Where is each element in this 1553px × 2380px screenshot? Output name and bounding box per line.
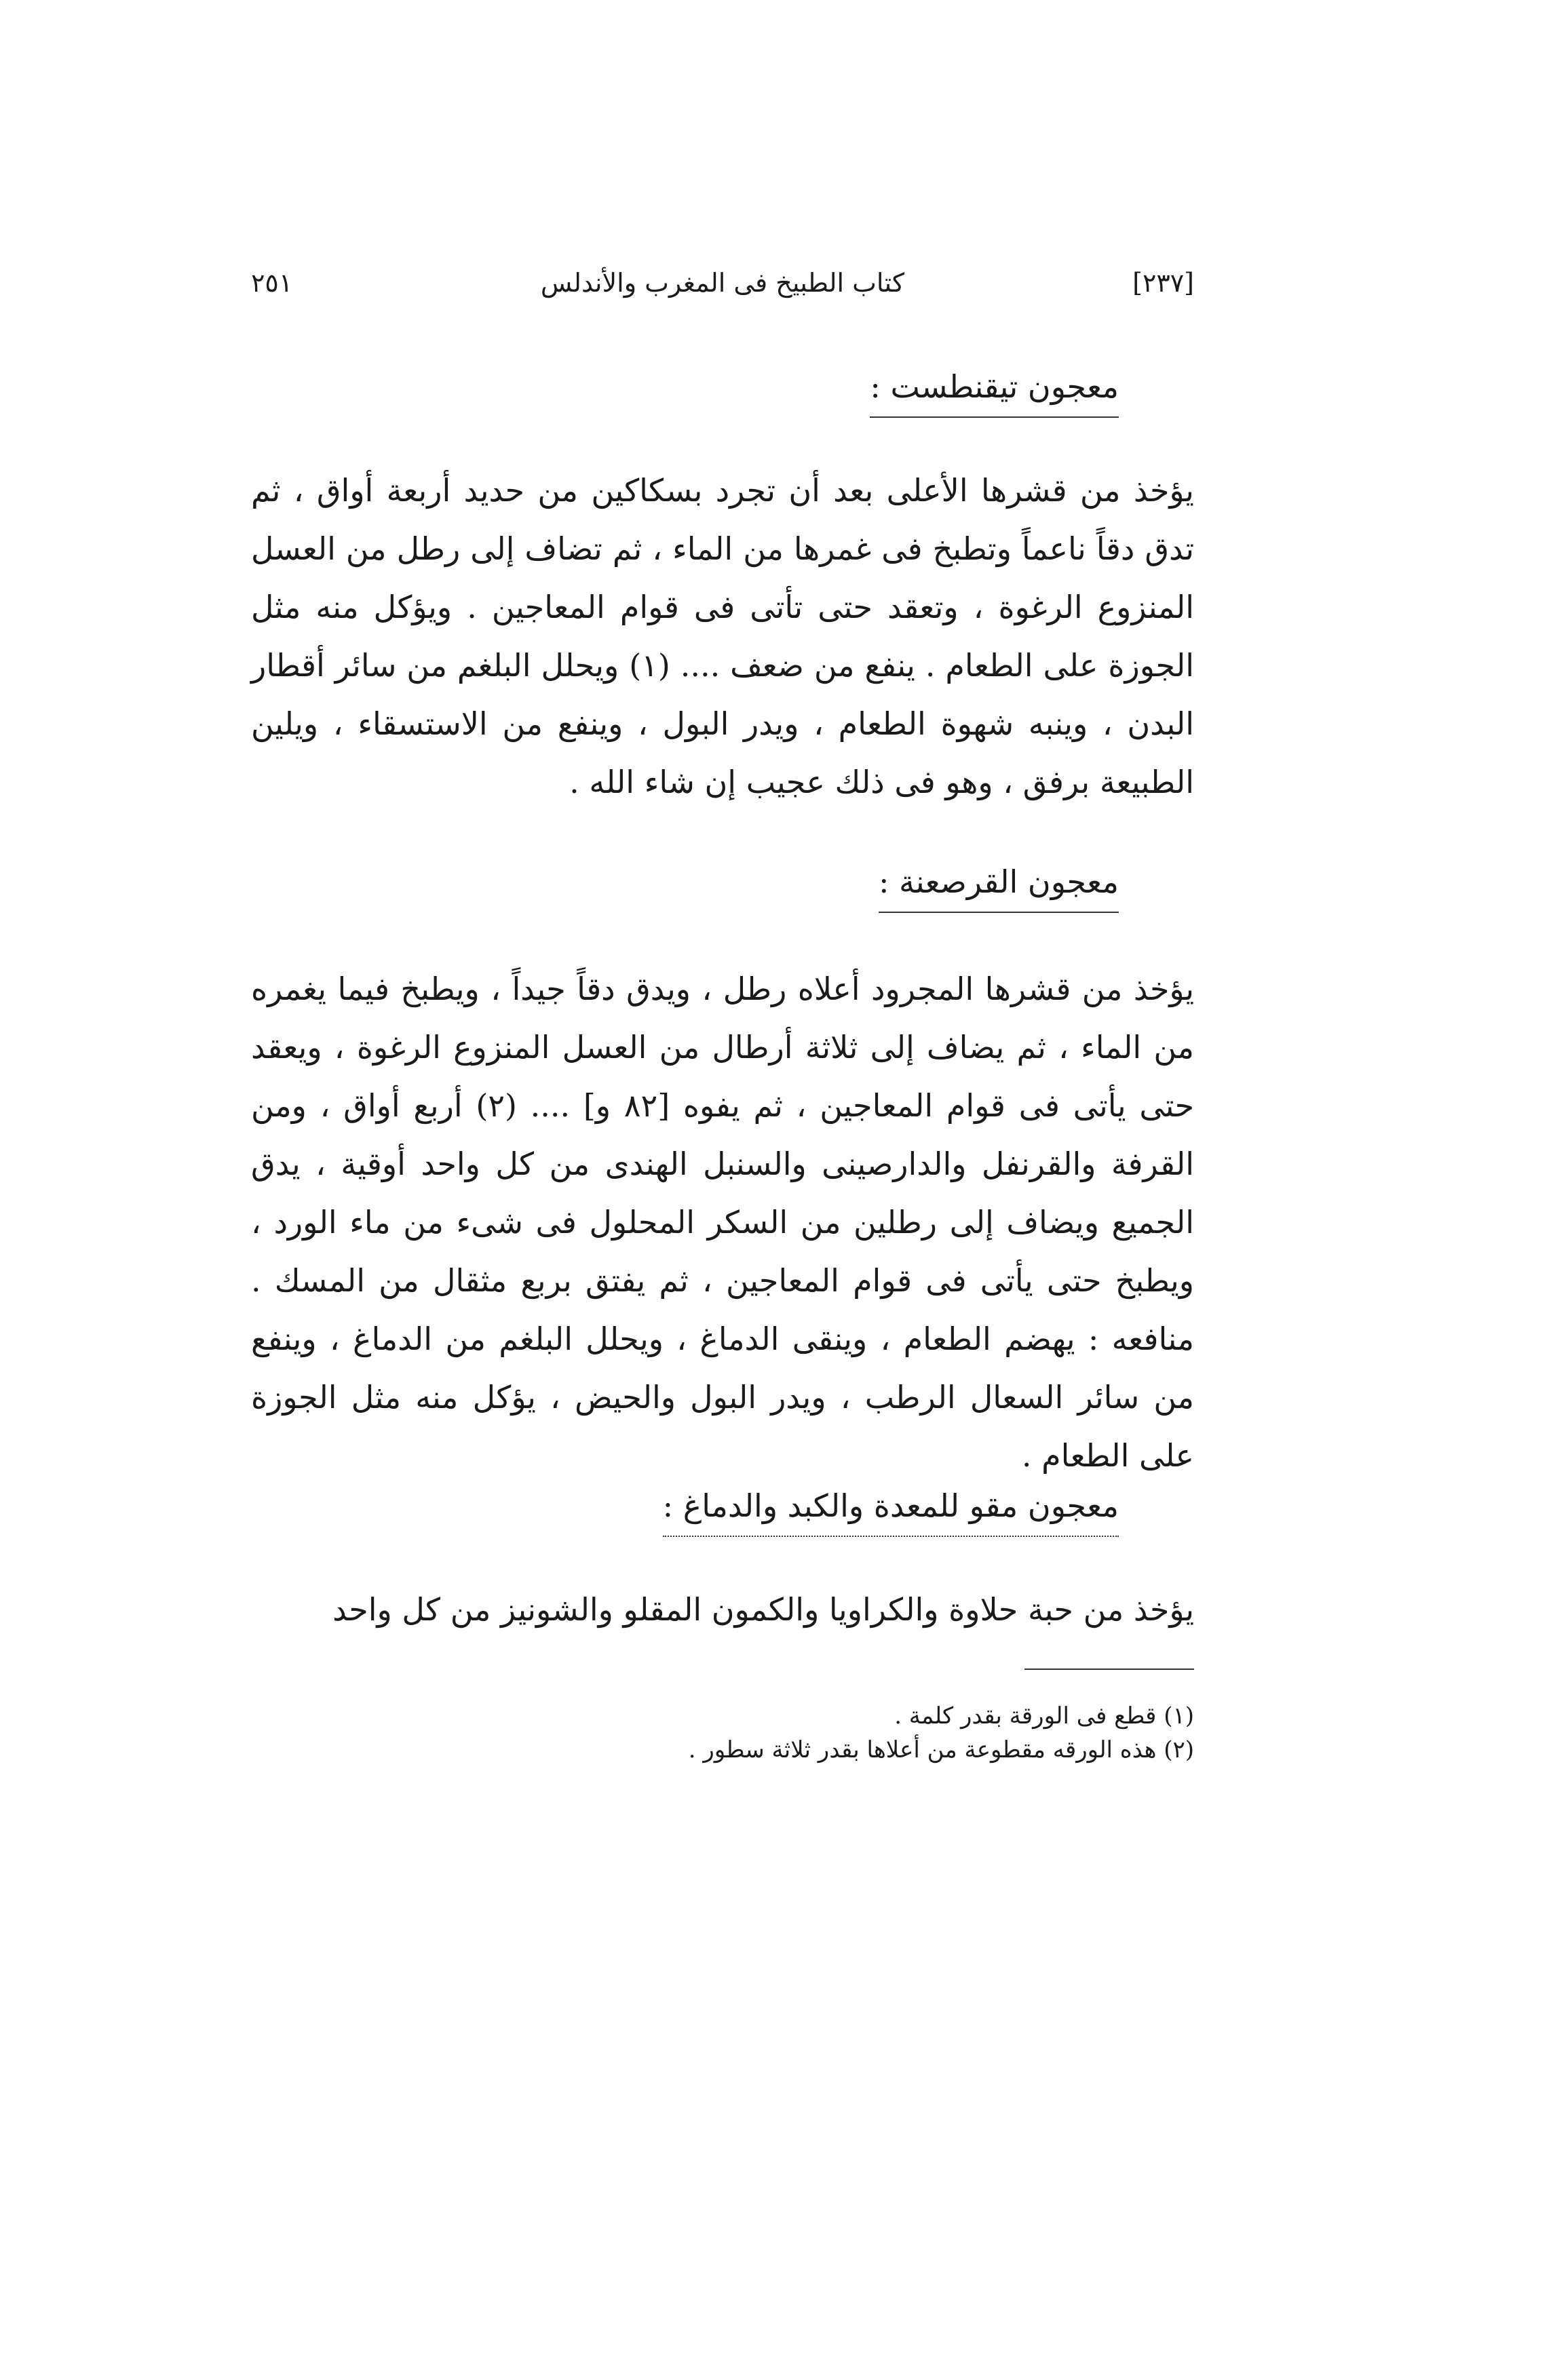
footnote-2: (٢) هذه الورقه مقطوعة من أعلاها بقدر ثلاثة سطور . (688, 1736, 1194, 1763)
paragraph: يؤخذ من قشرها الأعلى بعد أن تجرد بسكاكين من حديد أربعة أواق ، ثم تدق دقاً ناعماً وتطبخ فى غمرها من الماء ، ثم تضاف إلى رطل من العسل المنزوع الرغوة ، وتعقد حتى تأتى فى قوام المعاجين . ويؤكل منه مثل الجوزة على الطعام . ينفع من ضعف .... (١) ويحلل البلغم من سائر أقطار البدن ، وينبه شهوة الطعام ، ويدر البول ، وينفع من الاستسقاء ، ويلين الطبيعة برفق ، وهو فى ذلك عجيب إن شاء الله . (251, 472, 1194, 800)
paragraph: يؤخذ من قشرها المجرود أعلاه رطل ، ويدق دقاً جيداً ، ويطبخ فيما يغمره من الماء ، ثم يضاف إلى ثلاثة أرطال من العسل المنزوع الرغوة ، ويعقد حتى يأتى فى قوام المعاجين ، ثم يفوه [٨٢ و] .... (٢) أربع أواق ، ومن القرفة والقرنفل والدارصينى والسنبل الهندى من كل واحد أوقية ، يدق الجميع ويضاف إلى رطلين من السكر المحلول فى شىء من ماء الورد ، ويطبخ حتى يأتى فى قوام المعاجين ، ثم يفتق بربع مثقال من المسك . منافعه : يهضم الطعام ، وينقى الدماغ ، ويحلل البلغم من الدماغ ، وينفع من سائر السعال الرطب ، ويدر البول والحيض ، يؤكل منه مثل الجوزة على الطعام . (251, 971, 1195, 1474)
footnotes (251, 1699, 1194, 1767)
footnote-1: (١) قطع فى الورقة بقدر كلمة . (894, 1702, 1194, 1730)
book-title: كتاب الطبيخ فى المغرب والأندلس (540, 268, 905, 298)
manuscript-folio: [٢٣٧] (1132, 268, 1194, 298)
running-head (251, 268, 1194, 309)
section-body-2 (251, 960, 1194, 1485)
section-heading-1: معجون تيقنطست : (870, 366, 1119, 418)
page-number: ٢٥١ (251, 268, 293, 298)
section-body-1 (251, 461, 1194, 811)
section-heading-3: معجون مقو للمعدة والكبد والدماغ : (663, 1485, 1119, 1537)
section-body-3 (251, 1580, 1194, 1639)
paragraph: يؤخذ من حبة حلاوة والكراويا والكمون المقلو والشونيز من كل واحد (332, 1591, 1194, 1628)
section-heading-2: معجون القرصعنة : (879, 861, 1119, 913)
footnote-divider (1024, 1669, 1194, 1670)
